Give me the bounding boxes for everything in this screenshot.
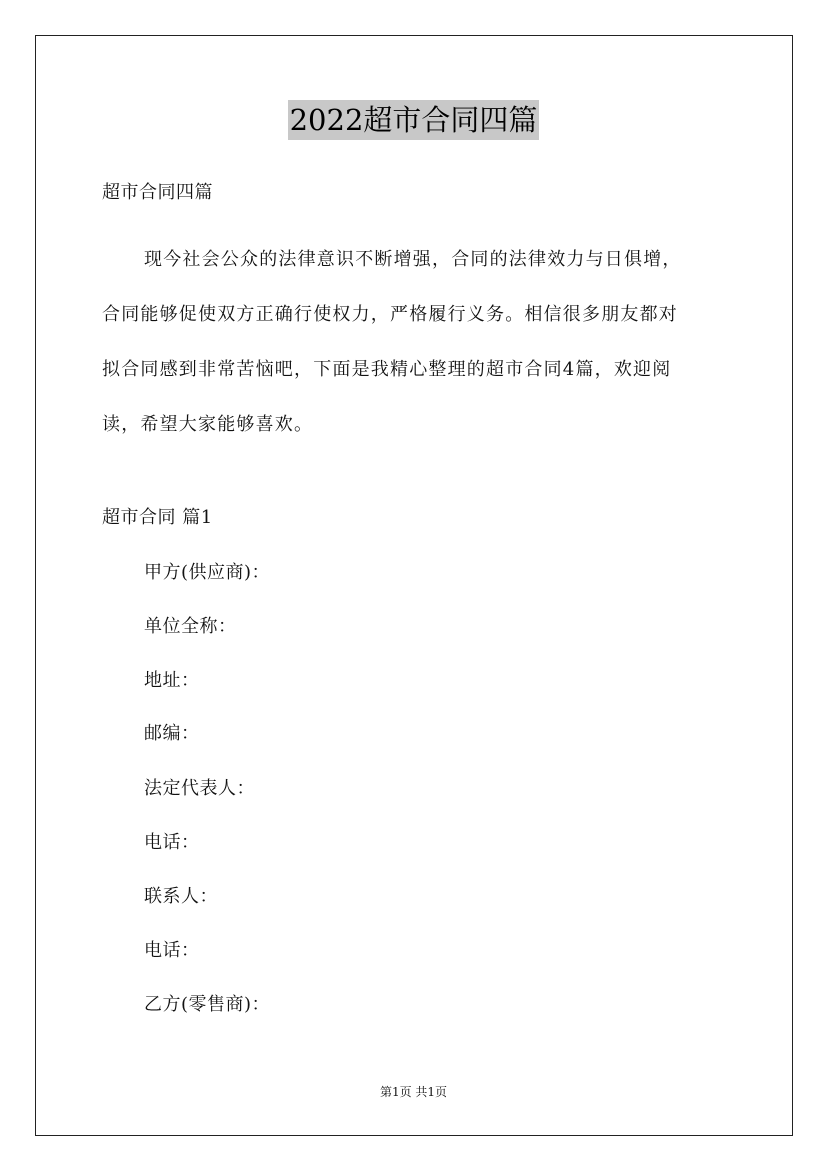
field-label: 甲方(供应商)： <box>144 562 271 583</box>
field-label: 单位全称： <box>144 616 237 637</box>
intro-line: 读，希望大家能够喜欢。 <box>102 414 314 435</box>
field-label: 地址： <box>144 670 200 691</box>
field-label: 邮编： <box>144 723 200 744</box>
document-subtitle: 超市合同四篇 <box>102 182 213 203</box>
intro-paragraph <box>102 232 727 452</box>
section-heading: 超市合同 篇1 <box>102 507 213 528</box>
page-footer: 第1页 共1页 <box>379 1085 448 1099</box>
field-label: 电话： <box>144 832 200 853</box>
field-label: 联系人： <box>144 886 218 907</box>
title-container <box>0 100 827 140</box>
document-title: 2022超市合同四篇 <box>288 100 540 140</box>
field-label: 法定代表人： <box>144 778 255 799</box>
intro-line: 合同能够促使双方正确行使权力，严格履行义务。相信很多朋友都对 <box>102 304 678 325</box>
field-label: 乙方(零售商)： <box>144 994 271 1015</box>
intro-line: 现今社会公众的法律意识不断增强，合同的法律效力与日俱增， <box>144 249 682 270</box>
intro-line: 拟合同感到非常苦恼吧，下面是我精心整理的超市合同4篇，欢迎阅 <box>102 359 672 380</box>
field-label: 电话： <box>144 940 200 961</box>
